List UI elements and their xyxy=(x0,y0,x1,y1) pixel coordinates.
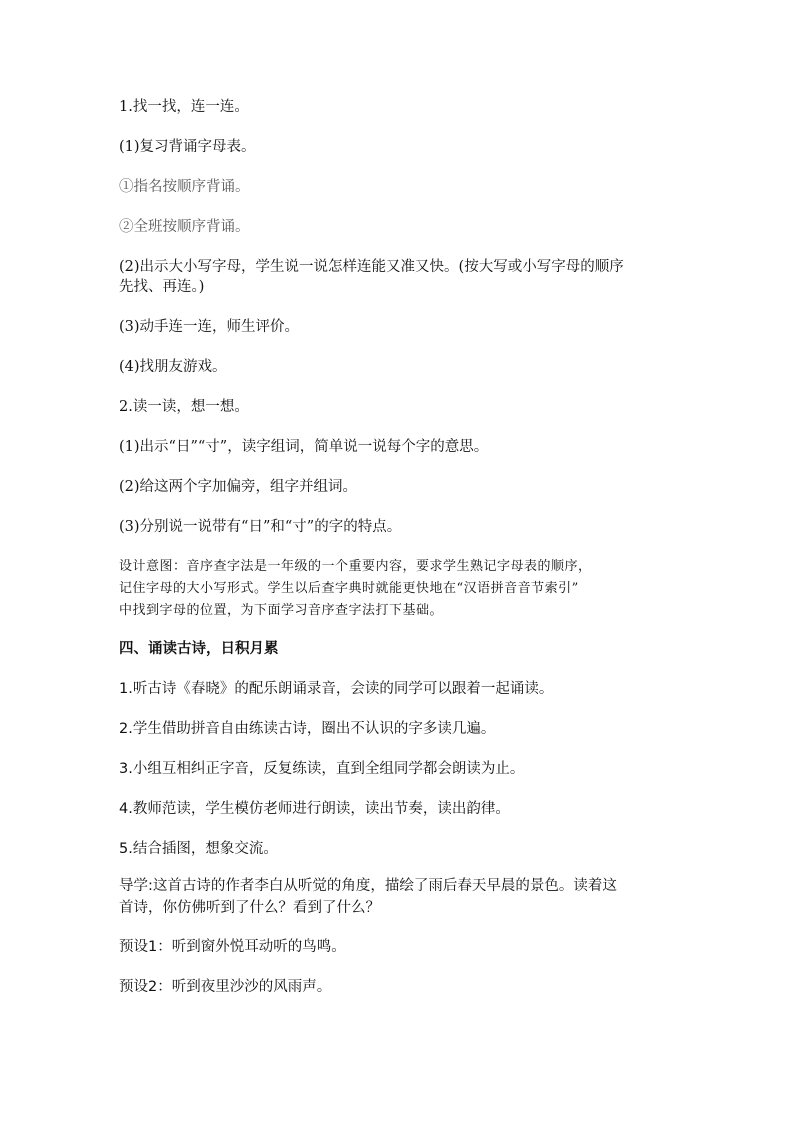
section-4-item-2: 2.学生借助拼音自由练读古诗，圈出不认识的字多读几遍。 xyxy=(119,721,496,737)
step-1-item-2: (2)出示大小写字母，学生说一说怎样连能又准又快。(按大写或小写字母的顺序 xyxy=(119,259,624,275)
step-2-item-2: (2)给这两个字加偏旁，组字并组词。 xyxy=(119,479,358,495)
design-intent-line-2: 记住字母的大小写形式。学生以后查字典时就能更快地在“汉语拼音音节索引” xyxy=(119,581,579,596)
step-1-item-2-cont: 先找、再连。) xyxy=(119,279,205,295)
step-2-item-3: (3)分别说一说带有“日”和“寸”的字的特点。 xyxy=(119,519,402,535)
section-4-item-4: 4.教师范读，学生模仿老师进行朗读，读出节奏，读出韵律。 xyxy=(119,801,510,817)
step-1-subitem-2: ②全班按顺序背诵。 xyxy=(119,219,250,235)
step-1-heading: 1.找一找，连一连。 xyxy=(119,99,249,115)
design-intent-line-1: 设计意图：音序查字法是一年级的一个重要内容，要求学生熟记字母表的顺序， xyxy=(119,559,592,574)
step-1-item-1: (1)复习背诵字母表。 xyxy=(119,139,256,155)
section-4-item-5: 5.结合插图，想象交流。 xyxy=(119,841,278,857)
preset-2: 预设2：听到夜里沙沙的风雨声。 xyxy=(119,979,332,995)
section-4-item-1: 1.听古诗《春晓》的配乐朗诵录音，会读的同学可以跟着一起诵读。 xyxy=(119,681,554,697)
guide-line-2: 首诗，你仿佛听到了什么？看到了什么？ xyxy=(119,900,380,916)
guide-line-1: 导学:这首古诗的作者李白从听觉的角度，描绘了雨后春天早晨的景色。读着这 xyxy=(119,878,617,894)
design-intent-line-3: 中找到字母的位置，为下面学习音序查字法打下基础。 xyxy=(119,603,444,618)
section-4-heading: 四、诵读古诗，日积月累 xyxy=(119,641,279,657)
section-4-item-3: 3.小组互相纠正字音，反复练读，直到全组同学都会朗读为止。 xyxy=(119,761,525,777)
step-1-subitem-1: ①指名按顺序背诵。 xyxy=(119,179,250,195)
step-2-heading: 2.读一读，想一想。 xyxy=(119,399,249,415)
step-1-item-4: (4)找朋友游戏。 xyxy=(119,359,227,375)
step-1-item-3: (3)动手连一连，师生评价。 xyxy=(119,319,300,335)
step-2-item-1: (1)出示“日”“寸”，读字组词，简单说一说每个字的意思。 xyxy=(119,439,489,455)
preset-1: 预设1：听到窗外悦耳动听的鸟鸣。 xyxy=(119,939,346,955)
